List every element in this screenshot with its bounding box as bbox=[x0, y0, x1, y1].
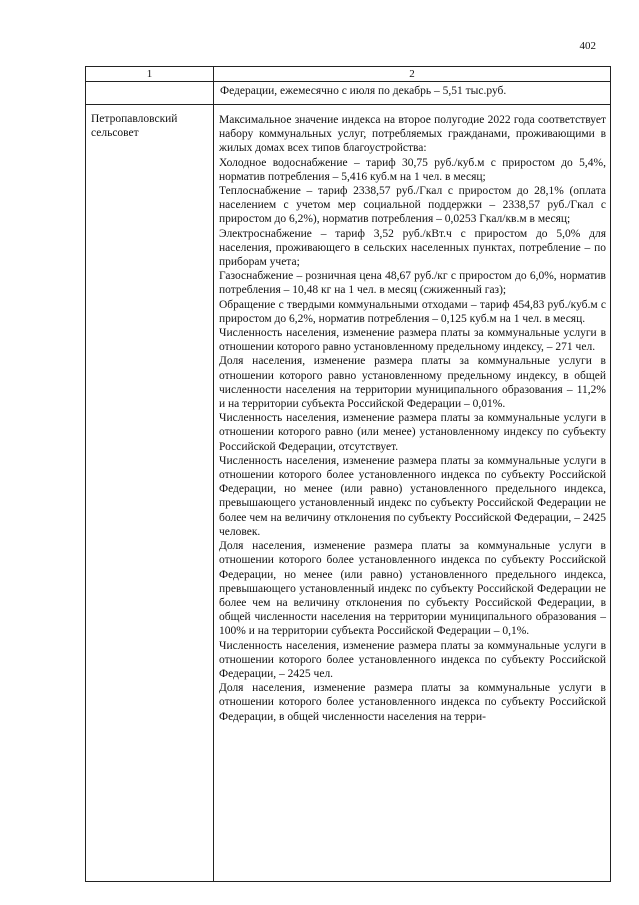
page-number: 402 bbox=[579, 40, 596, 52]
paragraph-electricity: Электроснабжение – тариф 3,52 руб./кВт.ч с приростом до 5,0% для населения, проживающего в сельских населенных пунктах, потребление – по приборам учета; bbox=[219, 227, 606, 269]
paragraph-population-between: Численность населения, изменение размера платы за коммунальные услуги в отношении которого более установленного индекса по субъекту Российской Федерации, но менее (или равно) установленного предельного индекса, превышающего установленный индекс по субъекту Российской Федерации не более чем на величину отклонения по субъекту Российской Федерации, – 2425 человек. bbox=[219, 454, 606, 538]
description-cell bbox=[214, 105, 611, 882]
header-col-2: 2 bbox=[214, 67, 611, 82]
paragraph-share-limit: Доля населения, изменение размера платы за коммунальные услуги в отношении которого равно установленному предельному индексу, в общей численности населения на территории муниципального образования – 11,2% и на территории субъекта Российской Федерации – 0,01%. bbox=[219, 355, 606, 411]
paragraph-gas: Газоснабжение – розничная цена 48,67 руб./кг с приростом до 6,0%, норматив потребления – 10,48 кг на 1 чел. в месяц (сжиженный газ); bbox=[219, 270, 606, 297]
paragraph-share-between: Доля населения, изменение размера платы за коммунальные услуги в отношении которого более установленного индекса по субъекту Российской Федерации, но менее (или равно) установленного предельного индекса, превышающего установленный индекс по субъекту Российской Федерации не более чем на величину отклонения по субъекту Российской Федерации, в общей численности населения на территории муниципального образования – 100% и на территории субъекта Российской Федерации – 0,1%. bbox=[219, 540, 606, 638]
paragraph-cold-water: Холодное водоснабжение – тариф 30,75 руб./куб.м с приростом до 5,4%, норматив потребления – 5,416 куб.м на 1 чел. в месяц; bbox=[219, 156, 606, 183]
paragraph-intro: Максимальное значение индекса на второе полугодие 2022 года соответствует набору коммунальных услуг, потребляемых гражданами, проживающими в жилых домах всех типов благоустройства: bbox=[219, 114, 606, 155]
municipality-name-line-2: сельсовет bbox=[91, 127, 139, 140]
paragraph-share-above: Доля населения, изменение размера платы за коммунальные услуги в отношении которого более установленного индекса по субъекту Российской Федерации, в общей численности населения на терри- bbox=[219, 682, 606, 723]
header-col-1: 1 bbox=[86, 67, 214, 82]
table-row bbox=[86, 105, 611, 882]
municipality-cell bbox=[86, 105, 214, 882]
paragraph-heating: Теплоснабжение – тариф 2338,57 руб./Гкал с приростом до 28,1% (оплата населением с учетом мер социальной поддержки – 2338,57 руб./Гкал с приростом до 6,2%), норматив потребления – 0,0253 Гкал/кв.м в месяц; bbox=[219, 185, 606, 226]
continued-text: Федерации, ежемесячно с июля по декабрь – 5,51 тыс.руб. bbox=[220, 85, 507, 97]
municipality-name bbox=[86, 105, 213, 140]
continued-row-col-1 bbox=[86, 82, 214, 105]
continued-row bbox=[86, 82, 611, 105]
table-header-row bbox=[86, 67, 611, 82]
description-body bbox=[214, 105, 610, 724]
municipality-table bbox=[85, 66, 611, 882]
paragraph-solid-waste: Обращение с твердыми коммунальными отходами – тариф 454,83 руб./куб.м с приростом до 6,2%, норматив потребления – 0,125 куб.м на 1 чел. в месяц. bbox=[219, 298, 606, 325]
continued-row-col-2 bbox=[214, 82, 611, 105]
paragraph-population-limit: Численность населения, изменение размера платы за коммунальные услуги в отношении которого равно установленному предельному индексу, – 271 чел. bbox=[219, 327, 606, 354]
paragraph-population-above: Численность населения, изменение размера платы за коммунальные услуги в отношении которого более установленного индекса по субъекту Российской Федерации, – 2425 чел. bbox=[219, 639, 606, 680]
municipality-name-line-1: Петропавловский bbox=[91, 113, 178, 125]
paragraph-population-equal-or-less: Численность населения, изменение размера платы за коммунальные услуги в отношении которого равно (или менее) установленному индексу по субъекту Российской Федерации, отсутствует. bbox=[219, 412, 606, 453]
